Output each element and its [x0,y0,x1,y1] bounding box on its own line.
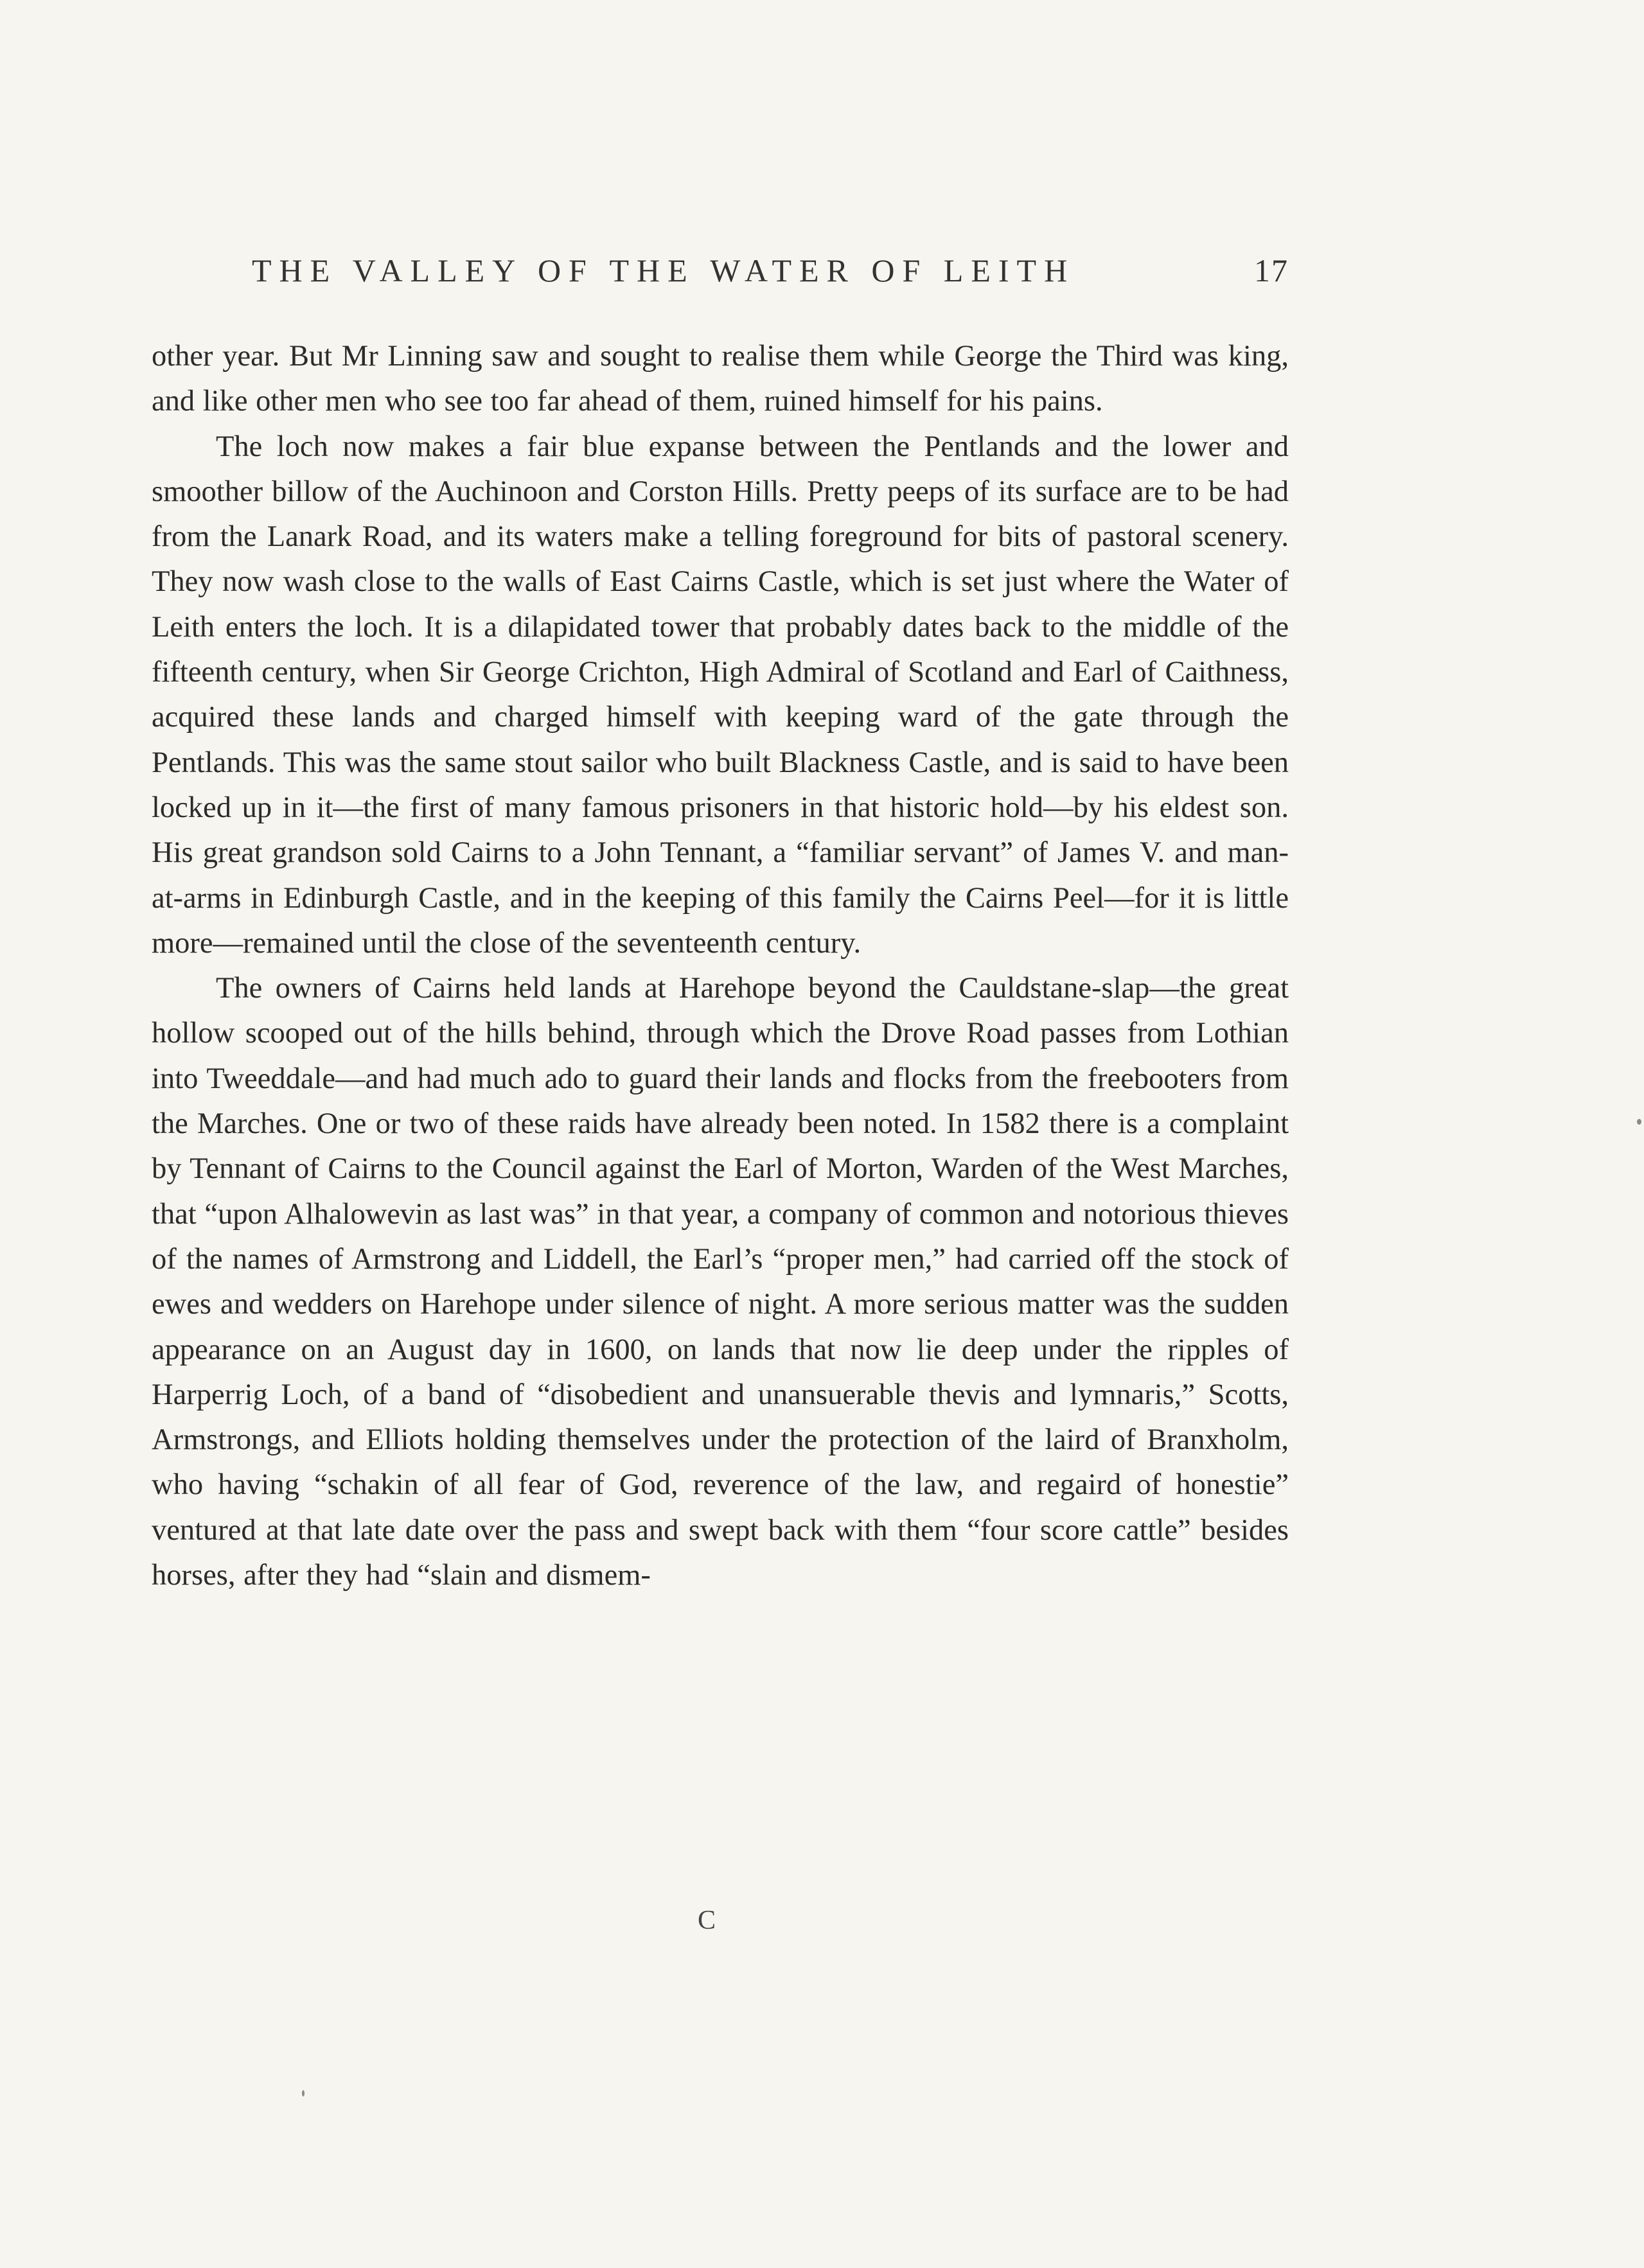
paper-speck [1637,1119,1641,1125]
running-title: THE VALLEY OF THE WATER OF LEITH [252,252,1075,288]
body-text [152,334,1289,1598]
paragraph-3: The owners of Cairns held lands at Harehope beyond the Cauldstane-slap—the great hollow scooped out of the hills behind, through which the Drove Road passes from Lothian into Tweeddale—and had much ado to guard their lands and flocks from the freebooters from the Marches. One or two of these raids have already been noted. In 1582 there is a complaint by Tennant of Cairns to the Council against the Earl of Morton, Warden of the West Marches, that “upon Alhalowevin as last was” in that year, a company of common and notorious thieves of the names of Armstrong and Liddell, the Earl’s “proper men,” had carried off the stock of ewes and wedders on Harehope under silence of night. A more serious matter was the sudden appearance on an August day in 1600, on lands that now lie deep under the ripples of Harperrig Loch, of a band of “disobedient and unansuerable thevis and lymnaris,” Scotts, Armstrongs, and Elliots holding themselves under the protection of the laird of Branxholm, who having “schakin of all fear of God, reverence of the law, and regaird of honestie” ventured at that late date over the pass and swept back with them “four score cattle” besides horses, after they had “slain and dismem- [152,972,1289,1592]
paragraph-1: other year. But Mr Linning saw and sought to realise them while George the Third was king, and like other men who see too far ahead of them, ruined himself for his pains. [152,340,1289,418]
paper-speck [302,2090,305,2097]
paragraph-2: The loch now makes a fair blue expanse between the Pentlands and the lower and smoother billow of the Auchinoon and Corston Hills. Pretty peeps of its surface are to be had from the Lanark Road, and its waters make a telling foreground for bits of pastoral scenery. They now wash close to the walls of East Cairns Castle, which is set just where the Water of Leith enters the loch. It is a dilapidated tower that probably dates back to the middle of the fifteenth century, when Sir George Crichton, High Admiral of Scotland and Earl of Caithness, acquired these lands and charged himself with keeping ward of the gate through the Pentlands. This was the same stout sailor who built Blackness Castle, and is said to have been locked up in it—the first of many famous prisoners in that historic hold—by his eldest son. His great grandson sold Cairns to a John Tennant, a “familiar servant” of James V. and man-at-arms in Edinburgh Castle, and in the keeping of this family the Cairns Peel—for it is little more—remained until the close of the seventeenth century. [152,430,1289,960]
signature-mark: C [698,1906,716,1935]
page-number: 17 [1254,252,1289,288]
running-head [252,252,1289,297]
